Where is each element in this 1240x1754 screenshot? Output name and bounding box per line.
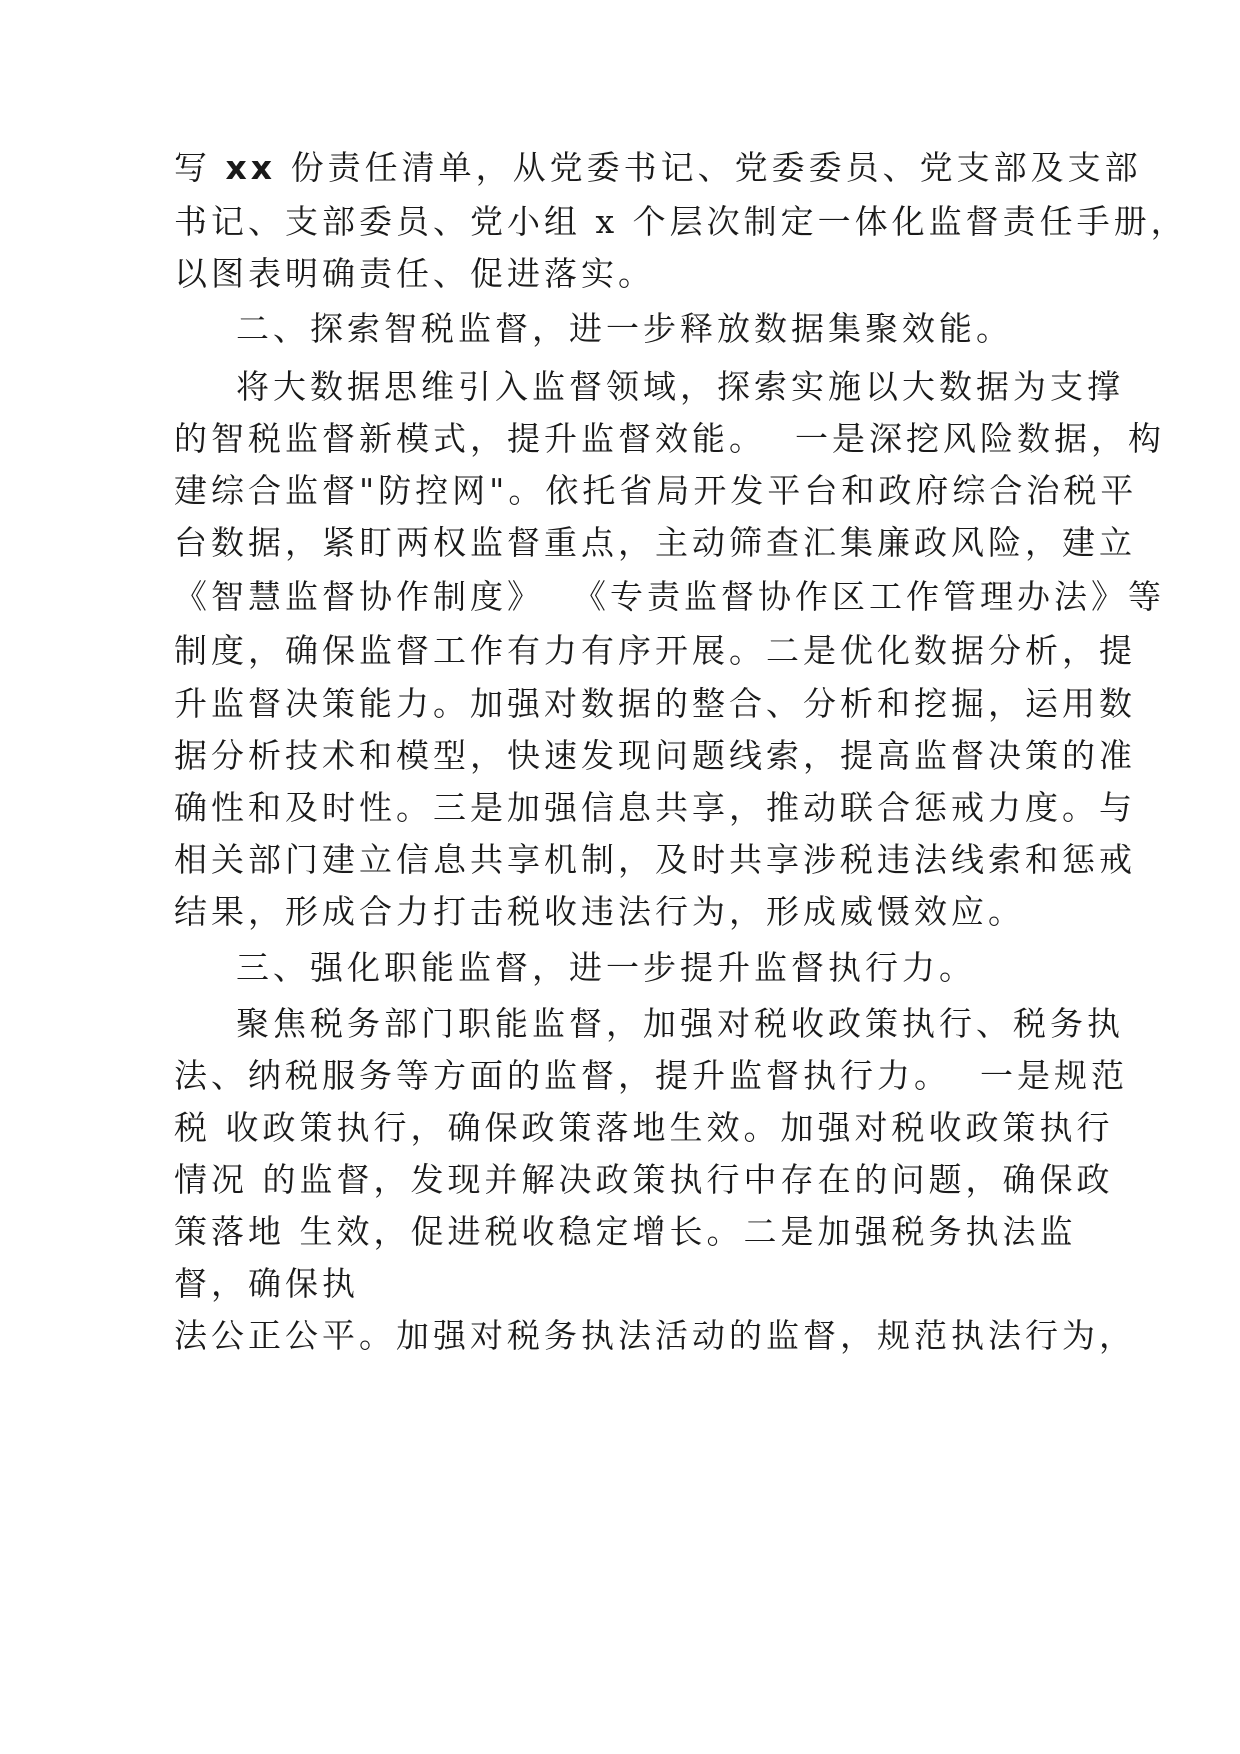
- text-line-19: 税 收政策执行，确保政策落地生效。加强对税收政策执行: [174, 1108, 1114, 1147]
- text-line-13: 确性和及时性。三是加强信息共享，推动联合惩戒力度。与: [174, 788, 1136, 827]
- text-line-12: 据分析技术和模型，快速发现问题线索，提高监督决策的准: [174, 736, 1136, 775]
- section-heading-3: 三、强化职能监督，进一步提升监督执行力。: [236, 948, 976, 987]
- text-line-8: 台数据，紧盯两权监督重点，主动筛查汇集廉政风险，建立: [174, 523, 1136, 562]
- text-line-20: 情况 的监督，发现并解决政策执行中存在的问题，确保政: [174, 1160, 1114, 1199]
- text-line-6: 的智税监督新模式，提升监督效能。 一是深挖风险数据，构: [174, 419, 1165, 458]
- text-line-21: 策落地 生效，促进税收稳定增长。二是加强税务执法监: [174, 1212, 1077, 1251]
- text-line-9: 《智慧监督协作制度》 《专责监督协作区工作管理办法》等: [174, 577, 1165, 616]
- text-line-23: 法公正公平。加强对税务执法活动的监督，规范执法行为，: [174, 1316, 1136, 1355]
- text-line-14: 相关部门建立信息共享机制，及时共享涉税违法线索和惩戒: [174, 840, 1136, 879]
- text-line-22: 督，确保执: [174, 1264, 359, 1303]
- section-heading-2: 二、探索智税监督，进一步释放数据集聚效能。: [236, 309, 1013, 348]
- text-line-1-xx: xx: [225, 148, 277, 187]
- text-line-2: 书记、支部委员、党小组 x 个层次制定一体化监督责任手册，: [174, 202, 1188, 241]
- text-line-18: 法、纳税服务等方面的监督，提升监督执行力。 一是规范: [174, 1056, 1128, 1095]
- text-line-17: 聚焦税务部门职能监督，加强对税收政策执行、税务执: [236, 1004, 1124, 1043]
- text-line-3: 以图表明确责任、促进落实。: [174, 254, 655, 293]
- text-line-7: 建综合监督"防控网"。依托省局开发平台和政府综合治税平: [174, 471, 1138, 510]
- text-line-11: 升监督决策能力。加强对数据的整合、分析和挖掘，运用数: [174, 684, 1136, 723]
- text-line-15: 结果，形成合力打击税收违法行为，形成威慑效应。: [174, 892, 1025, 931]
- text-line-1: 写 xx 份责任清单，从党委书记、党委委员、党支部及支部: [174, 148, 1142, 187]
- text-line-5: 将大数据思维引入监督领域，探索实施以大数据为支撑: [236, 367, 1124, 406]
- text-line-10: 制度，确保监督工作有力有序开展。二是优化数据分析，提: [174, 631, 1136, 670]
